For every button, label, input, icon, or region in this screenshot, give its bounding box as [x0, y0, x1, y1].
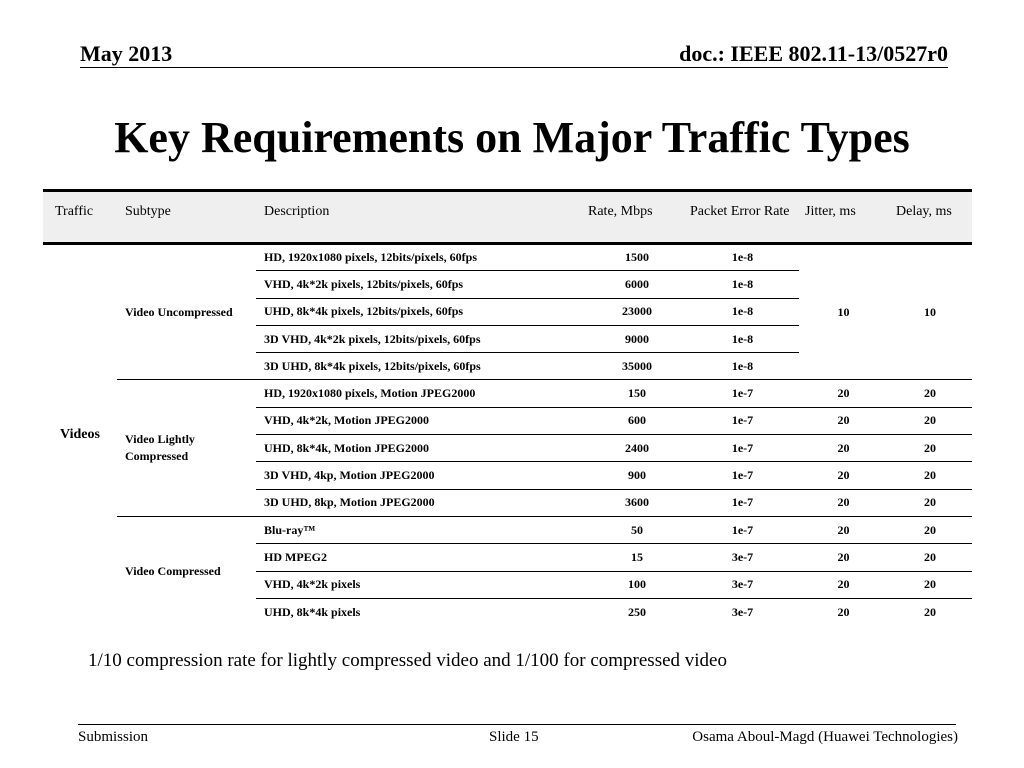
- rate-cell: 9000: [588, 325, 686, 352]
- packet-error-rate-cell: 3e-7: [686, 571, 799, 598]
- jitter-cell: 20: [799, 544, 888, 571]
- packet-error-rate-cell: 3e-7: [731, 604, 754, 619]
- column-header-traffic: Traffic: [43, 191, 117, 244]
- table-row: [43, 516, 972, 543]
- column-header-jitter: Jitter, ms: [799, 191, 888, 244]
- jitter-cell: 20: [799, 489, 888, 516]
- packet-error-rate-cell: 1e-7: [686, 380, 799, 407]
- column-header-rate: Rate, Mbps: [588, 191, 686, 244]
- packet-error-rate-cell: 3e-7: [686, 544, 799, 571]
- subtype-cell: Video Compressed: [125, 563, 221, 578]
- delay-cell: 20: [888, 544, 972, 571]
- jitter-cell: 20: [799, 516, 888, 543]
- delay-cell: 20: [888, 571, 972, 598]
- jitter-cell: 20: [837, 604, 850, 619]
- header-doc-id: doc.: IEEE 802.11-13/0527r0: [679, 41, 948, 66]
- jitter-cell: 20: [799, 407, 888, 434]
- table-row: [43, 380, 972, 407]
- delay-cell: 20: [888, 407, 972, 434]
- footer-submission: Submission: [78, 729, 149, 745]
- description-cell: VHD, 4k*2k pixels: [256, 571, 588, 598]
- description-cell: 3D UHD, 8kp, Motion JPEG2000: [256, 489, 588, 516]
- rate-cell: 100: [588, 571, 686, 598]
- delay-cell: 10: [888, 244, 972, 380]
- description-cell: VHD, 4k*2k pixels, 12bits/pixels, 60fps: [256, 271, 588, 298]
- rate-cell: 50: [588, 516, 686, 543]
- rate-cell: 23000: [588, 298, 686, 325]
- description-cell: HD, 1920x1080 pixels, 12bits/pixels, 60fps: [256, 244, 588, 271]
- rate-cell: 900: [588, 462, 686, 489]
- description-cell: HD, 1920x1080 pixels, Motion JPEG2000: [256, 380, 588, 407]
- footer-author: Osama Aboul-Magd (Huawei Technologies): [692, 729, 958, 745]
- footnote: 1/10 compression rate for lightly compressed video and 1/100 for compressed video: [88, 650, 727, 671]
- rate-cell: 2400: [588, 435, 686, 462]
- rate-cell: 1500: [588, 244, 686, 271]
- delay-cell: 20: [888, 435, 972, 462]
- footer-divider: [78, 724, 956, 725]
- column-header-subtype: Subtype: [117, 191, 256, 244]
- description-cell: 3D VHD, 4k*2k pixels, 12bits/pixels, 60fps: [256, 325, 588, 352]
- rate-cell: 15: [588, 544, 686, 571]
- delay-cell: 20: [924, 604, 936, 619]
- footer-slide-number: Slide 15: [489, 729, 539, 745]
- column-header-packet-error-rate: Packet Error Rate: [686, 191, 799, 244]
- description-cell: 3D UHD, 8k*4k pixels, 12bits/pixels, 60fps: [256, 353, 588, 380]
- description-cell: UHD, 8k*4k, Motion JPEG2000: [256, 435, 588, 462]
- column-header-delay: Delay, ms: [888, 191, 972, 244]
- packet-error-rate-cell: 1e-8: [686, 353, 799, 380]
- rate-cell: 3600: [588, 489, 686, 516]
- packet-error-rate-cell: 1e-8: [686, 244, 799, 271]
- rate-cell: 35000: [588, 353, 686, 380]
- packet-error-rate-cell: 1e-7: [686, 489, 799, 516]
- packet-error-rate-cell: 1e-7: [686, 435, 799, 462]
- packet-error-rate-cell: 1e-7: [686, 516, 799, 543]
- rate-cell: 250: [628, 604, 646, 619]
- description-cell: HD MPEG2: [256, 544, 588, 571]
- header-date: May 2013: [80, 41, 173, 66]
- description-cell: UHD, 8k*4k pixels: [264, 604, 361, 619]
- table-row: [43, 244, 972, 271]
- description-cell: VHD, 4k*2k, Motion JPEG2000: [256, 407, 588, 434]
- subtype-cell: Video Lightly Compressed: [117, 380, 256, 516]
- packet-error-rate-cell: 1e-8: [686, 298, 799, 325]
- delay-cell: 20: [888, 380, 972, 407]
- packet-error-rate-cell: 1e-7: [686, 407, 799, 434]
- header-divider: [80, 67, 948, 68]
- traffic-cell: Videos: [60, 427, 100, 443]
- column-header-description: Description: [256, 191, 588, 244]
- jitter-cell: 20: [799, 571, 888, 598]
- rate-cell: 6000: [588, 271, 686, 298]
- traffic-requirements-table: [43, 189, 972, 626]
- jitter-cell: 20: [799, 462, 888, 489]
- jitter-cell: 10: [799, 244, 888, 380]
- description-cell: UHD, 8k*4k pixels, 12bits/pixels, 60fps: [256, 298, 588, 325]
- subtype-cell: Video Uncompressed: [117, 244, 256, 380]
- rate-cell: 600: [588, 407, 686, 434]
- delay-cell: 20: [888, 462, 972, 489]
- description-cell: Blu-ray™: [256, 516, 588, 543]
- slide-title: Key Requirements on Major Traffic Types: [114, 113, 910, 162]
- delay-cell: 20: [888, 516, 972, 543]
- packet-error-rate-cell: 1e-8: [686, 271, 799, 298]
- delay-cell: 20: [888, 489, 972, 516]
- rate-cell: 150: [588, 380, 686, 407]
- description-cell: 3D VHD, 4kp, Motion JPEG2000: [256, 462, 588, 489]
- packet-error-rate-cell: 1e-8: [686, 325, 799, 352]
- jitter-cell: 20: [799, 435, 888, 462]
- jitter-cell: 20: [799, 380, 888, 407]
- table-header-row: [43, 191, 972, 244]
- table-body: [43, 244, 972, 626]
- packet-error-rate-cell: 1e-7: [686, 462, 799, 489]
